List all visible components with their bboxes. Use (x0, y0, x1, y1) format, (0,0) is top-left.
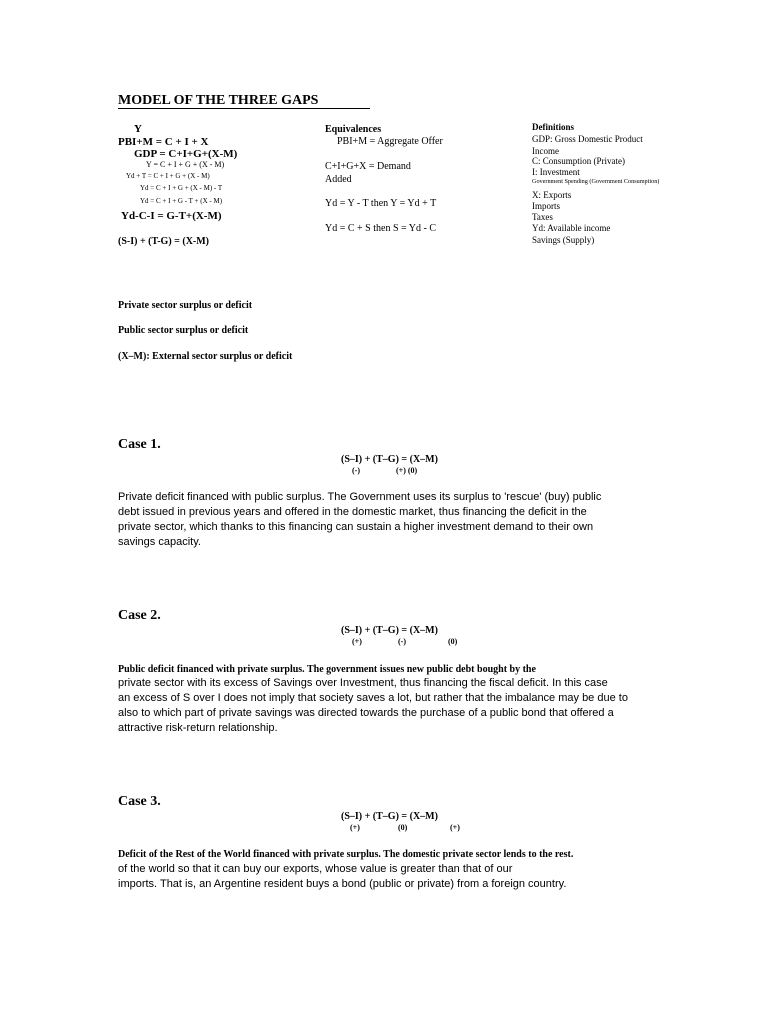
model-line: Y (134, 123, 142, 135)
case-sign: (0) (398, 823, 408, 832)
definition-line: Income (532, 146, 559, 156)
definition-line: X: Exports (532, 190, 572, 200)
definitions-heading: Definitions (532, 122, 575, 132)
definition-line: Yd: Available income (532, 223, 611, 233)
case-sign: (+) (350, 823, 360, 832)
case-equation: (S–I) + (T–G) = (X–M) (341, 454, 438, 465)
page-title: MODEL OF THE THREE GAPS (118, 93, 319, 108)
case-text-line: an excess of S over I does not imply that society saves a lot, but rather that the imbalance may be due to (118, 692, 628, 704)
case-heading: Case 2. (118, 608, 161, 623)
case-equation: (S–I) + (T–G) = (X–M) (341, 811, 438, 822)
case-text-line: imports. That is, an Argentine resident buys a bond (public or private) from a foreign country. (118, 878, 567, 890)
case-text-line: attractive risk-return relationship. (118, 722, 278, 734)
definition-line: Government Spending (Government Consumption) (532, 178, 660, 185)
equivalences-heading: Equivalences (325, 124, 382, 135)
equivalence-line: Yd = Y - T then Y = Yd + T (325, 198, 437, 209)
model-line: Yd = C + I + G + (X - M) - T (140, 184, 223, 192)
equivalence-line: Added (325, 174, 352, 185)
case-heading: Case 3. (118, 794, 161, 809)
definition-line: C: Consumption (Private) (532, 156, 625, 166)
sector-label: Private sector surplus or deficit (118, 300, 253, 311)
equivalence-line: Yd = C + S then S = Yd - C (325, 223, 437, 234)
definition-line: GDP: Gross Domestic Product (532, 134, 643, 144)
case-text-line: of the world so that it can buy our exports, whose value is greater than that of our (118, 863, 513, 875)
case-heading: Case 1. (118, 437, 161, 452)
title-underline (118, 108, 370, 109)
case-sign: (+) (352, 637, 362, 646)
case-sign: (+) (0) (396, 466, 418, 475)
equivalence-line: PBI+M = Aggregate Offer (337, 136, 443, 147)
sector-label: Public sector surplus or deficit (118, 325, 249, 336)
equivalence-line: C+I+G+X = Demand (325, 161, 411, 172)
case-text-line: private sector with its excess of Savings over Investment, thus financing the fiscal deficit. In this case (118, 677, 608, 689)
model-line: PBI+M = C + I + X (118, 136, 209, 148)
case-bold-lead: Public deficit financed with private surplus. The government issues new public debt bought by the (118, 664, 536, 675)
case-sign: (-) (352, 466, 360, 475)
model-line: Yd + T = C + I + G + (X - M) (126, 172, 210, 180)
model-line: Yd-C-I = G-T+(X-M) (121, 210, 222, 222)
definition-line: Taxes (532, 212, 553, 222)
case-sign: (0) (448, 637, 458, 646)
definition-line: Imports (532, 201, 560, 211)
definition-line: Savings (Supply) (532, 235, 595, 245)
case-text-line: also to which part of private savings was directed towards the purchase of a public bond that offered a (118, 707, 614, 719)
case-paragraph: Private deficit financed with public surplus. The Government uses its surplus to 'rescue' (buy) public debt issued in previous years and offered in the domestic market, thus financing the deficit in the private sector, which thanks to this financing can sustain a higher investment demand to their own savings capacity. (118, 491, 602, 548)
sector-label: (X–M): External sector surplus or deficit (118, 351, 293, 362)
model-line: (S-I) + (T-G) = (X-M) (118, 236, 210, 247)
case-sign: (+) (450, 823, 460, 832)
model-line: Yd = C + I + G - T + (X - M) (140, 197, 223, 205)
case-equation: (S–I) + (T–G) = (X–M) (341, 625, 438, 636)
model-line: GDP = C+I+G+(X-M) (134, 148, 238, 160)
definition-line: I: Investment (532, 167, 580, 177)
case-sign: (-) (398, 637, 406, 646)
model-line: Y = C + I + G + (X - M) (146, 160, 225, 169)
case-bold-lead: Deficit of the Rest of the World financed with private surplus. The domestic private sector lends to the rest. (118, 849, 574, 860)
